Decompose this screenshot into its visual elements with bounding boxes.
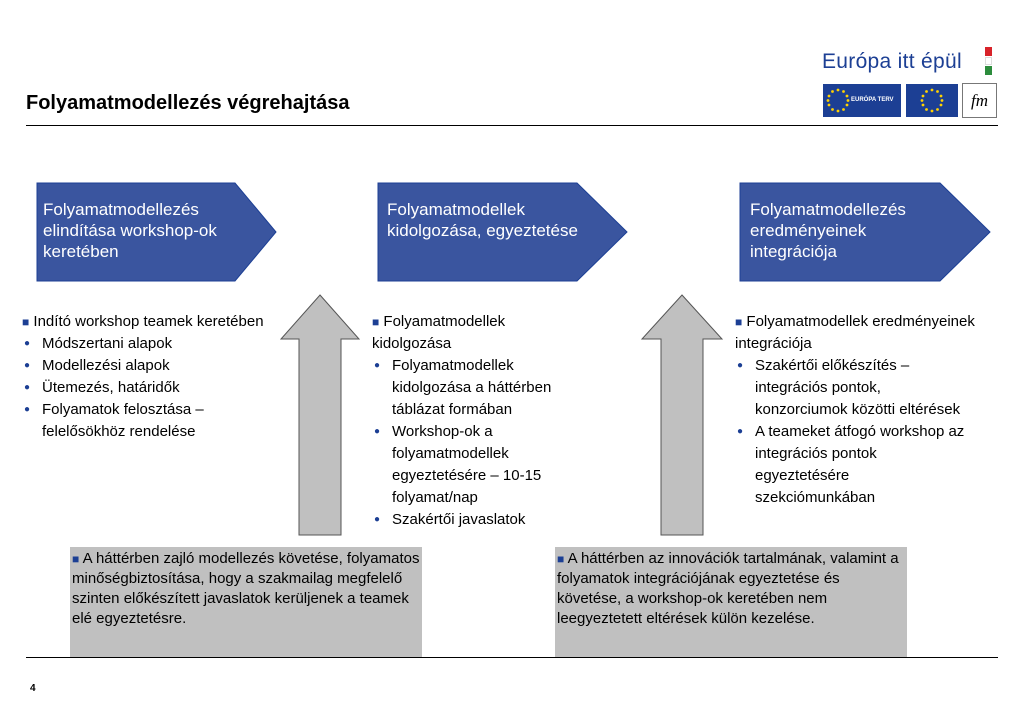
- stage-3-label: Folyamatmodellezés eredményeinek integrációja: [750, 200, 906, 261]
- stage-2-details: [372, 311, 617, 531]
- stage-2-label: Folyamatmodellek kidolgozása, egyeztetése: [387, 200, 578, 240]
- stage-1-label: Folyamatmodellezés elindítása workshop-ok keretében: [43, 200, 217, 261]
- list-item: ● Szakértői előkészítés – integrációs pontok, konzorciumok közötti eltérések: [735, 355, 970, 421]
- stage-3-heading: ■ Folyamatmodellek eredményeinek integrációja: [735, 313, 975, 352]
- stage-2-bullets: [372, 355, 617, 531]
- list-item: ● Folyamatmodellek kidolgozása a háttérben táblázat formában: [372, 355, 597, 421]
- europa-logo-text: Európa itt épül: [822, 50, 962, 73]
- page-title: Folyamatmodellezés végrehajtása: [26, 92, 350, 114]
- fm-logo: fm: [962, 83, 997, 118]
- square-bullet-icon: ■: [735, 315, 743, 329]
- stage-1-heading: ■ Indító workshop teamek keretében: [22, 313, 264, 330]
- stage-1-details: [22, 311, 267, 443]
- square-bullet-icon: ■: [557, 552, 565, 566]
- up-arrow-2-icon: [642, 295, 722, 535]
- square-bullet-icon: ■: [372, 315, 380, 329]
- stage-1-bullets: [22, 333, 267, 443]
- note-2: ■ A háttérben az innovációk tartalmának, valamint a folyamatok integrációjának egyeztetése és követése, a workshop-ok keretében nem leegyeztetett eltérések külön kezelése.: [555, 547, 907, 657]
- list-item: ● A teameket átfogó workshop az integrációs pontok egyeztetésére szekciómunkában: [735, 421, 970, 509]
- list-item: ● Folyamatok felosztása – felelősökhöz rendelése: [22, 399, 232, 443]
- footer-divider: [26, 657, 998, 658]
- eu-label: EURÓPA TERV: [851, 97, 894, 103]
- square-bullet-icon: ■: [72, 552, 80, 566]
- list-item: ● Szakértői javaslatok: [372, 509, 617, 531]
- page-number: 4: [30, 683, 36, 694]
- list-item: ● Módszertani alapok: [22, 333, 267, 355]
- list-item: ● Modellezési alapok: [22, 355, 267, 377]
- list-item: ● Ütemezés, határidők: [22, 377, 267, 399]
- stage-2-heading: ■ Folyamatmodellek kidolgozása: [372, 313, 506, 352]
- note-1: ■ A háttérben zajló modellezés követése, folyamatos minőségbiztosítása, hogy a szakmailag megfelelő szinten előkészített javaslatok kerüljenek a teamek elé egyeztetésre.: [70, 547, 422, 657]
- stage-3-bullets: [735, 355, 990, 509]
- square-bullet-icon: ■: [22, 315, 30, 329]
- list-item: ● Workshop-ok a folyamatmodellek egyeztetésére – 10-15 folyamat/nap: [372, 421, 597, 509]
- stage-3-details: [735, 311, 990, 509]
- up-arrow-1-icon: [281, 295, 359, 535]
